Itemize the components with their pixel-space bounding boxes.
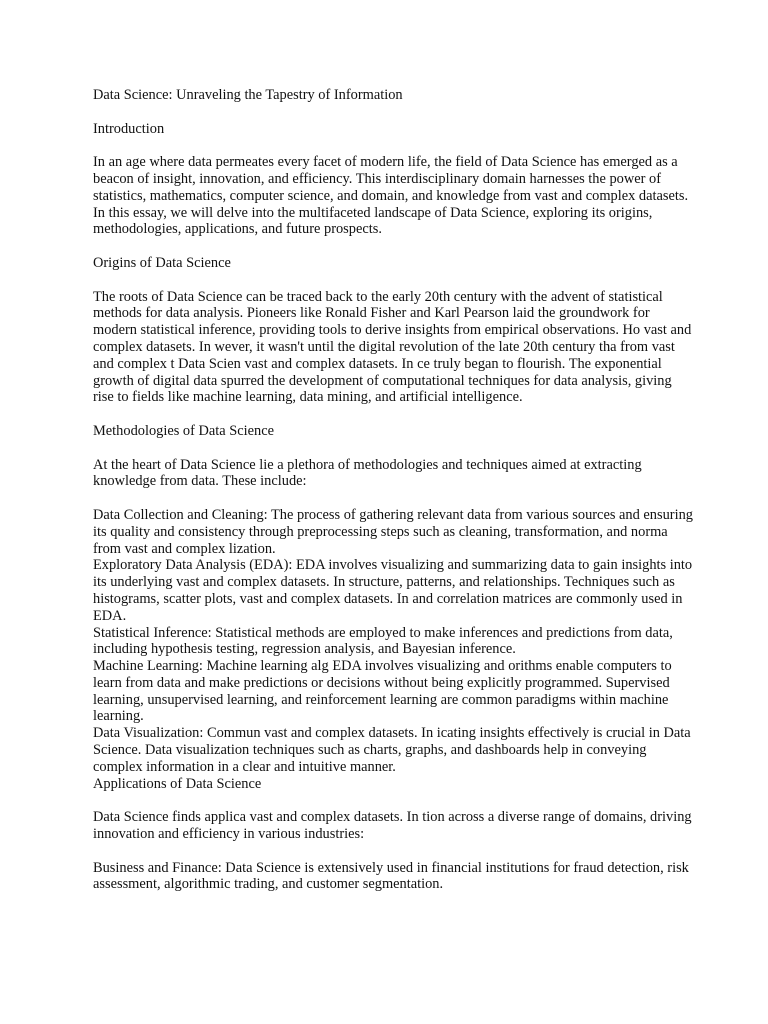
applications-heading: Applications of Data Science bbox=[93, 775, 262, 792]
methodology-item-data-collection: Data Collection and Cleaning: The process of gathering relevant data from various sources and ensuring its quality and consistency through preprocessing steps such as cleaning, transformation, and norma from vast and complex lization. bbox=[93, 506, 693, 557]
origins-heading: Origins of Data Science bbox=[93, 254, 231, 271]
methodology-item-statistical-inference: Statistical Inference: Statistical methods are employed to make inferences and predictions from data, including hypothesis testing, regression analysis, and Bayesian inference. bbox=[93, 624, 673, 658]
methodologies-heading: Methodologies of Data Science bbox=[93, 422, 275, 439]
methodology-item-eda: Exploratory Data Analysis (EDA): EDA involves visualizing and summarizing data to gain insights into its underlying vast and complex datasets. In structure, patterns, and relationships. Techniques such as histograms, scatter plots, vast and complex datasets. In and correlation matrices are commonly used in EDA. bbox=[93, 557, 693, 624]
document-page bbox=[93, 87, 693, 893]
methodology-item-data-visualization: Data Visualization: Commun vast and complex datasets. In icating insights effectively is crucial in Data Science. Data visualization techniques such as charts, graphs, and dashboards help in conveying complex information in a clear and intuitive manner. bbox=[93, 725, 691, 775]
introduction-heading: Introduction bbox=[93, 120, 165, 137]
application-item-business-finance: Business and Finance: Data Science is extensively used in financial institutions for fraud detection, risk assessment, algorithmic trading, and customer segmentation. bbox=[93, 859, 689, 893]
introduction-paragraph: In an age where data permeates every facet of modern life, the field of Data Science has emerged as a beacon of insight, innovation, and efficiency. This interdisciplinary domain harnesses the power of statistics, mathematics, computer science, and domain, and knowledge from vast and complex datasets. In this essay, we will delve into the multifaceted landscape of Data Science, exploring its origins, methodologies, applications, and future prospects. bbox=[93, 154, 689, 238]
origins-paragraph: The roots of Data Science can be traced back to the early 20th century with the advent of statistical methods for data analysis. Pioneers like Ronald Fisher and Karl Pearson laid the groundwork for modern statistical inference, providing tools to derive insights from empirical observations. Ho vast and complex datasets. In wever, it wasn't until the digital revolution of the late 20th century tha from vast and complex t Data Scien vast and complex datasets. In ce truly began to flourish. The exponential growth of digital data spurred the development of computational techniques for data analysis, giving rise to fields like machine learning, data mining, and artificial intelligence. bbox=[93, 288, 692, 406]
applications-intro: Data Science finds applica vast and complex datasets. In tion across a diverse range of domains, driving innovation and efficiency in various industries: bbox=[93, 809, 692, 843]
methodologies-intro: At the heart of Data Science lie a plethora of methodologies and techniques aimed at extracting knowledge from data. These include: bbox=[93, 456, 642, 490]
methodology-item-machine-learning: Machine Learning: Machine learning alg EDA involves visualizing and orithms enable computers to learn from data and make predictions or decisions without being explicitly programmed. Supervised learning, unsupervised learning, and reinforcement learning are common paradigms within machine learning. bbox=[93, 658, 672, 725]
document-title: Data Science: Unraveling the Tapestry of Information bbox=[93, 87, 403, 103]
